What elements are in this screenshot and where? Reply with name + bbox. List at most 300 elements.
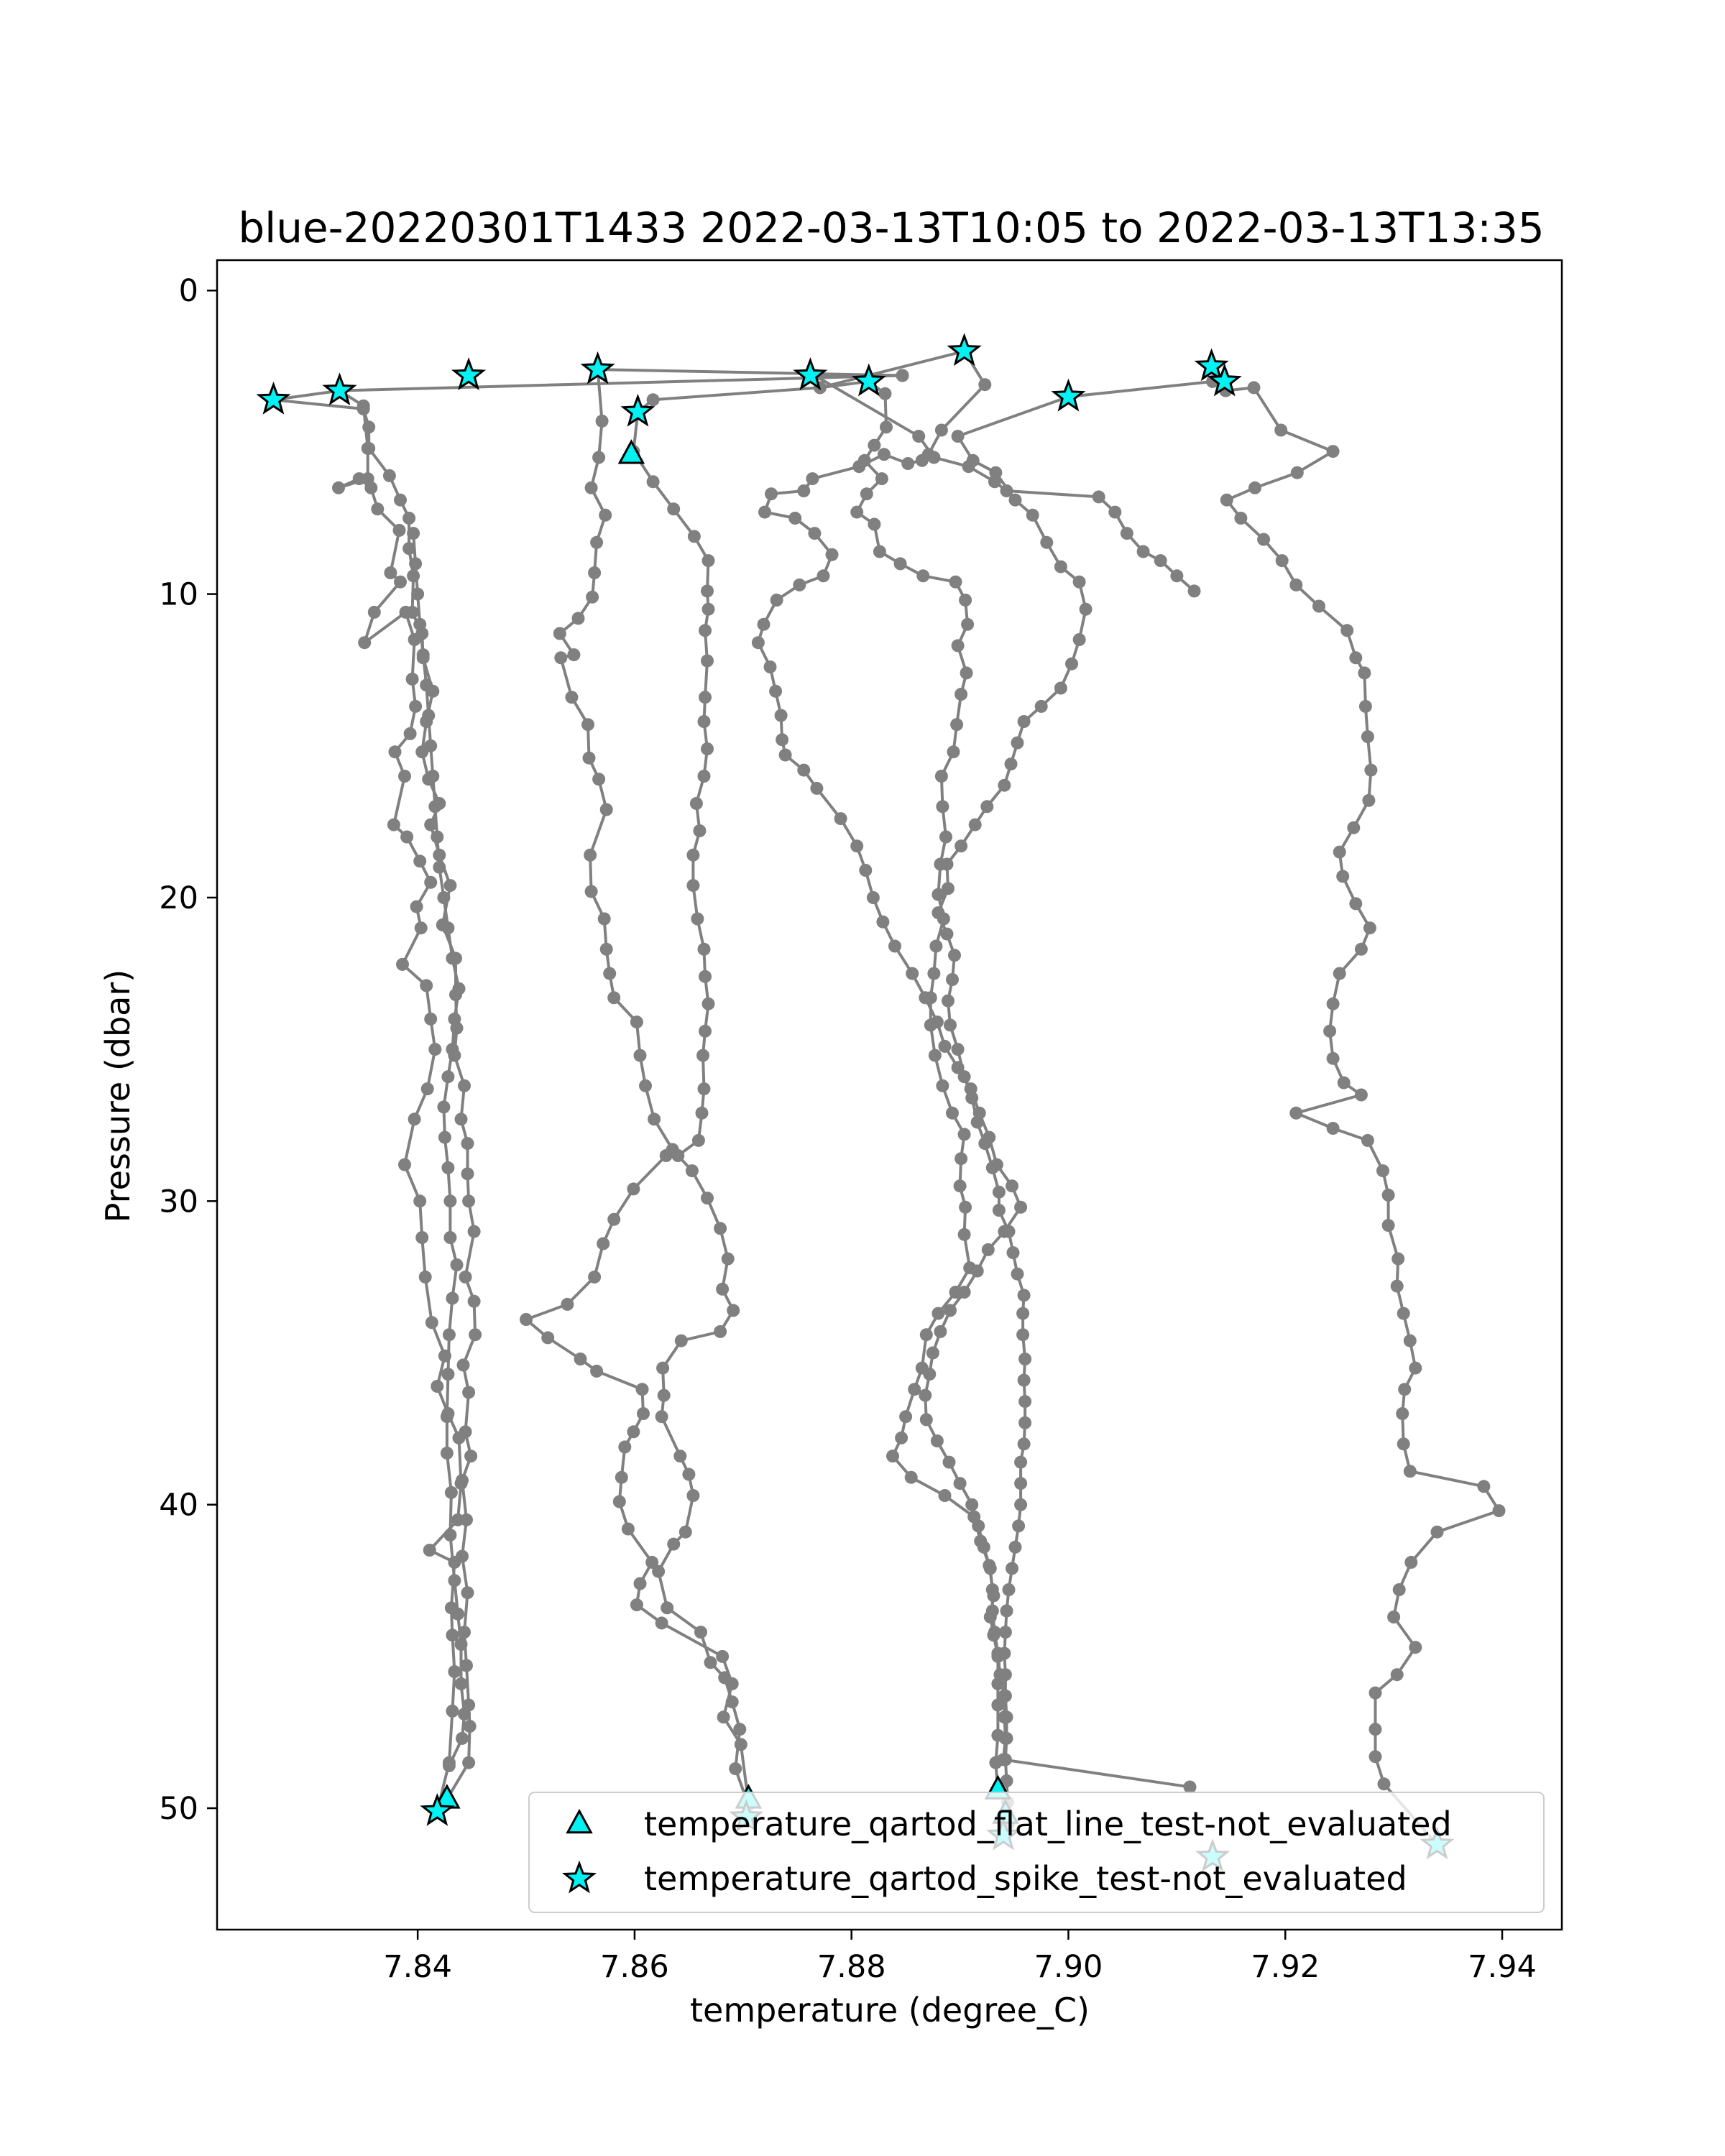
data-point [927, 451, 940, 464]
data-point [779, 749, 792, 762]
data-point [647, 475, 660, 488]
data-point [443, 1328, 456, 1341]
data-point [694, 1626, 707, 1639]
data-point [686, 1164, 699, 1177]
data-point [958, 1128, 971, 1141]
data-point [1248, 482, 1261, 494]
data-point [696, 1107, 709, 1120]
data-point [1220, 494, 1233, 507]
data-point [961, 618, 974, 631]
data-point [999, 1690, 1012, 1703]
data-point [431, 1380, 443, 1393]
data-point [699, 691, 712, 704]
data-point [603, 967, 616, 980]
legend-entry-label: temperature_qartod_flat_line_test-not_evaluated [644, 1805, 1452, 1843]
data-point [986, 1583, 999, 1596]
data-point [701, 584, 714, 597]
data-point [927, 967, 940, 980]
data-point [419, 1271, 432, 1284]
data-point [946, 1107, 959, 1120]
data-point [1397, 1307, 1410, 1320]
data-point [1349, 651, 1362, 664]
data-point [588, 566, 601, 579]
data-point [688, 530, 701, 543]
data-point [718, 1671, 731, 1684]
data-point [920, 1328, 933, 1341]
data-point [1349, 897, 1362, 910]
data-point [585, 482, 598, 494]
data-point [1154, 554, 1167, 567]
data-point [958, 1286, 971, 1299]
data-point [806, 472, 819, 485]
data-point [572, 612, 585, 625]
data-point [1323, 1025, 1336, 1038]
data-point [1257, 533, 1270, 546]
data-point [860, 487, 873, 500]
data-point [415, 1231, 428, 1244]
data-point [1073, 576, 1086, 589]
data-point [462, 1756, 475, 1769]
data-point [834, 812, 847, 825]
data-point [565, 691, 578, 704]
data-point [1404, 1556, 1417, 1569]
data-point [1376, 1164, 1389, 1177]
y-tick-label: 30 [159, 1184, 198, 1220]
data-point [433, 849, 446, 862]
data-point [1018, 715, 1031, 728]
data-point [1007, 1246, 1020, 1259]
data-point [413, 618, 426, 631]
data-point [775, 709, 788, 722]
data-point [400, 606, 413, 619]
data-point [458, 1626, 471, 1639]
data-point [586, 591, 599, 604]
data-point [446, 1705, 459, 1718]
data-point [701, 1192, 714, 1204]
data-point [886, 1450, 899, 1462]
data-point [999, 1754, 1012, 1766]
data-point [999, 1668, 1012, 1681]
data-point [1355, 1089, 1368, 1102]
data-point [383, 469, 396, 482]
data-point [1361, 730, 1374, 743]
data-point [959, 1201, 972, 1214]
data-point [949, 576, 962, 589]
data-point [451, 1258, 464, 1271]
data-point [469, 1328, 482, 1341]
data-point [1108, 506, 1121, 519]
data-point [671, 1149, 684, 1162]
data-point [965, 1498, 978, 1511]
data-point [1361, 1134, 1374, 1147]
data-point [407, 527, 420, 540]
data-point [600, 943, 613, 956]
data-point [443, 1231, 456, 1244]
data-point [988, 475, 1001, 488]
data-point [1397, 1437, 1410, 1450]
data-point [1362, 794, 1375, 807]
data-point [615, 1471, 628, 1484]
data-point [1000, 1732, 1013, 1745]
data-point [1409, 1362, 1422, 1375]
data-point [428, 1043, 441, 1056]
data-point [699, 624, 712, 637]
data-point [1006, 1562, 1018, 1575]
data-point [1040, 536, 1053, 549]
data-point [443, 879, 456, 892]
data-point [1404, 1465, 1417, 1478]
data-point [959, 594, 972, 607]
data-point [446, 1292, 459, 1305]
data-point [424, 740, 437, 752]
data-point [468, 1295, 481, 1308]
data-point [793, 579, 806, 591]
data-point [1409, 1641, 1422, 1654]
data-point [402, 512, 415, 525]
data-point [714, 1325, 727, 1338]
data-point [817, 569, 830, 582]
data-point [935, 770, 948, 783]
data-point [716, 1650, 729, 1663]
data-point [1003, 1583, 1016, 1596]
data-point [901, 457, 914, 470]
data-point [972, 1519, 985, 1532]
data-point [1358, 666, 1371, 679]
data-point [464, 1450, 477, 1462]
data-point [952, 639, 965, 652]
data-point [880, 420, 893, 433]
data-point [939, 1489, 952, 1502]
data-point [944, 1018, 957, 1031]
data-point [1016, 1328, 1029, 1341]
data-point [998, 779, 1011, 792]
data-point [364, 482, 377, 494]
data-point [1092, 490, 1105, 503]
data-point [758, 618, 770, 631]
data-point [867, 891, 880, 904]
data-point [978, 1137, 991, 1150]
x-axis-label: temperature (degree_C) [690, 1991, 1090, 2030]
data-point [636, 1383, 649, 1396]
data-point [448, 1556, 461, 1569]
data-point [590, 1365, 603, 1378]
data-point [947, 745, 960, 758]
data-point [420, 678, 433, 691]
data-point [599, 509, 612, 522]
data-point [1137, 545, 1150, 558]
data-point [420, 979, 433, 992]
data-point [448, 1013, 461, 1026]
data-point [1327, 445, 1340, 458]
data-point [1018, 1353, 1031, 1365]
data-point [441, 921, 454, 934]
data-point [1009, 1541, 1022, 1554]
data-point [461, 1586, 474, 1599]
data-point [952, 1043, 965, 1056]
data-point [441, 1447, 454, 1460]
data-point [879, 387, 892, 400]
x-tick-label: 7.94 [1468, 1949, 1537, 1985]
data-point [1336, 870, 1349, 883]
data-point [1012, 1519, 1025, 1532]
data-point [1333, 846, 1346, 859]
data-point [735, 1738, 748, 1751]
data-point [875, 472, 888, 485]
data-point [1184, 1781, 1197, 1794]
data-point [431, 831, 443, 844]
data-point [984, 1562, 997, 1575]
data-point [637, 1407, 650, 1420]
data-point [443, 1759, 456, 1772]
data-point [371, 502, 384, 515]
data-point [698, 770, 711, 783]
data-point [1026, 509, 1039, 522]
data-point [658, 1389, 671, 1402]
y-tick-label: 0 [178, 273, 198, 310]
data-point [443, 1194, 456, 1207]
data-point [686, 849, 699, 862]
data-point [873, 545, 886, 558]
data-point [656, 1616, 668, 1629]
data-point [1003, 1225, 1016, 1238]
data-point [1018, 1395, 1031, 1408]
data-point [679, 1526, 692, 1539]
data-point [660, 1149, 673, 1162]
legend [529, 1792, 1544, 1912]
data-point [402, 542, 415, 555]
legend-entry-label: temperature_qartod_spike_test-not_evaluated [644, 1859, 1407, 1898]
data-point [758, 506, 771, 519]
data-point [868, 439, 880, 452]
data-point [446, 952, 459, 964]
data-point [894, 557, 907, 570]
data-point [460, 1659, 473, 1672]
data-point [696, 1049, 709, 1062]
data-point [850, 839, 863, 852]
data-point [585, 885, 598, 898]
data-point [971, 1265, 984, 1278]
data-point [656, 1410, 668, 1423]
data-point [929, 940, 942, 953]
data-point [1073, 633, 1086, 646]
data-point [1493, 1504, 1506, 1517]
data-point [916, 454, 929, 467]
data-point [541, 1331, 554, 1344]
data-point [437, 891, 450, 904]
data-point [561, 1298, 574, 1311]
data-point [986, 1605, 999, 1618]
data-point [982, 1243, 995, 1256]
data-point [581, 718, 594, 731]
data-point [1382, 1189, 1395, 1202]
data-point [797, 764, 810, 777]
data-point [656, 1362, 669, 1375]
data-point [567, 648, 580, 661]
data-point [954, 1152, 967, 1165]
data-point [850, 506, 863, 519]
data-point [896, 369, 909, 382]
data-point [421, 1082, 434, 1095]
data-point [1065, 658, 1078, 671]
data-point [1398, 1383, 1411, 1396]
data-point [1391, 1668, 1404, 1681]
data-point [729, 1762, 742, 1775]
x-tick-label: 7.84 [383, 1949, 453, 1985]
data-point [769, 685, 782, 698]
data-point [722, 1253, 735, 1266]
data-point [583, 752, 596, 765]
data-point [424, 1013, 437, 1026]
data-point [752, 636, 765, 649]
data-point [698, 1082, 711, 1095]
data-point [441, 1368, 454, 1381]
data-point [1188, 584, 1201, 597]
data-point [413, 1194, 426, 1207]
data-point [357, 400, 370, 413]
data-point [462, 1386, 475, 1399]
data-point [888, 940, 901, 953]
data-point [409, 557, 422, 570]
data-point [693, 824, 706, 837]
data-point [396, 958, 409, 971]
data-point [946, 973, 959, 986]
data-point [920, 1413, 933, 1426]
y-tick-label: 20 [159, 880, 198, 916]
data-point [1327, 1122, 1340, 1135]
data-point [453, 1432, 466, 1445]
data-point [978, 378, 991, 391]
data-point [770, 594, 783, 607]
data-point [1006, 1179, 1018, 1192]
data-point [464, 1720, 477, 1733]
data-point [407, 569, 420, 582]
data-point [868, 518, 880, 531]
data-point [394, 576, 407, 589]
data-point [969, 819, 982, 831]
data-point [954, 839, 967, 852]
data-point [398, 1158, 411, 1171]
data-point [445, 1486, 458, 1499]
data-point [931, 1015, 944, 1028]
data-point [415, 921, 428, 934]
data-point [639, 1079, 652, 1092]
data-point [1000, 1605, 1013, 1618]
data-point [1369, 1723, 1382, 1736]
data-point [797, 484, 810, 497]
data-point [426, 770, 439, 783]
data-point [438, 1350, 451, 1363]
data-point [686, 879, 699, 892]
data-point [993, 1204, 1006, 1217]
data-point [648, 1112, 661, 1125]
data-point [726, 1695, 739, 1708]
data-point [944, 1304, 957, 1317]
data-point [1355, 943, 1368, 956]
data-point [457, 1358, 470, 1371]
data-point [627, 1425, 640, 1438]
data-point [389, 745, 402, 758]
data-point [409, 700, 422, 713]
data-point [962, 460, 975, 473]
data-point [954, 1477, 967, 1490]
data-point [675, 1335, 688, 1348]
data-point [1347, 821, 1360, 834]
data-point [630, 1015, 643, 1028]
data-point [426, 1316, 438, 1329]
data-point [1014, 1498, 1027, 1511]
data-point [451, 1608, 464, 1621]
data-point [1000, 1710, 1013, 1723]
data-point [942, 882, 954, 895]
data-point [441, 1161, 454, 1174]
data-point [958, 1228, 971, 1241]
data-point [408, 1112, 421, 1125]
data-point [701, 742, 714, 755]
data-point [859, 864, 872, 877]
data-point [699, 970, 712, 983]
data-point [424, 819, 437, 831]
data-point [1312, 600, 1325, 613]
data-point [584, 849, 597, 862]
data-point [647, 393, 660, 406]
data-point [362, 442, 374, 455]
data-point [1018, 1416, 1031, 1429]
data-point [455, 1112, 468, 1125]
data-point [682, 1468, 695, 1481]
data-point [461, 1167, 474, 1180]
data-point [993, 1186, 1006, 1199]
data-point [954, 1179, 967, 1192]
data-point [433, 861, 446, 874]
data-point [574, 1353, 587, 1365]
data-point [592, 451, 605, 464]
data-point [438, 1131, 451, 1144]
data-point [923, 1368, 936, 1381]
data-point [899, 1410, 912, 1423]
data-point [878, 448, 891, 461]
data-point [1016, 1307, 1029, 1320]
data-point [410, 900, 423, 913]
data-point [932, 906, 944, 919]
data-point [971, 1116, 984, 1129]
data-point [908, 1383, 921, 1396]
data-point [692, 1134, 705, 1147]
data-point [1477, 1480, 1490, 1493]
data-point [727, 1304, 740, 1317]
data-point [952, 430, 965, 443]
data-point [1234, 512, 1247, 525]
data-point [451, 1514, 464, 1526]
data-point [916, 569, 929, 582]
data-point [1276, 554, 1289, 567]
data-point [912, 430, 925, 443]
data-point [462, 1194, 475, 1207]
data-point [978, 1541, 990, 1554]
data-point [459, 1271, 472, 1284]
data-point [590, 536, 603, 549]
y-tick-label: 50 [159, 1791, 198, 1828]
data-point [600, 803, 613, 816]
data-point [667, 1538, 680, 1551]
data-point [423, 1544, 436, 1557]
data-point [468, 1225, 481, 1238]
data-point [950, 718, 963, 731]
data-point [716, 1283, 729, 1296]
data-point [673, 1450, 686, 1462]
x-tick-label: 7.88 [816, 1949, 886, 1985]
data-point [448, 1574, 461, 1587]
x-tick-label: 7.92 [1251, 1949, 1320, 1985]
